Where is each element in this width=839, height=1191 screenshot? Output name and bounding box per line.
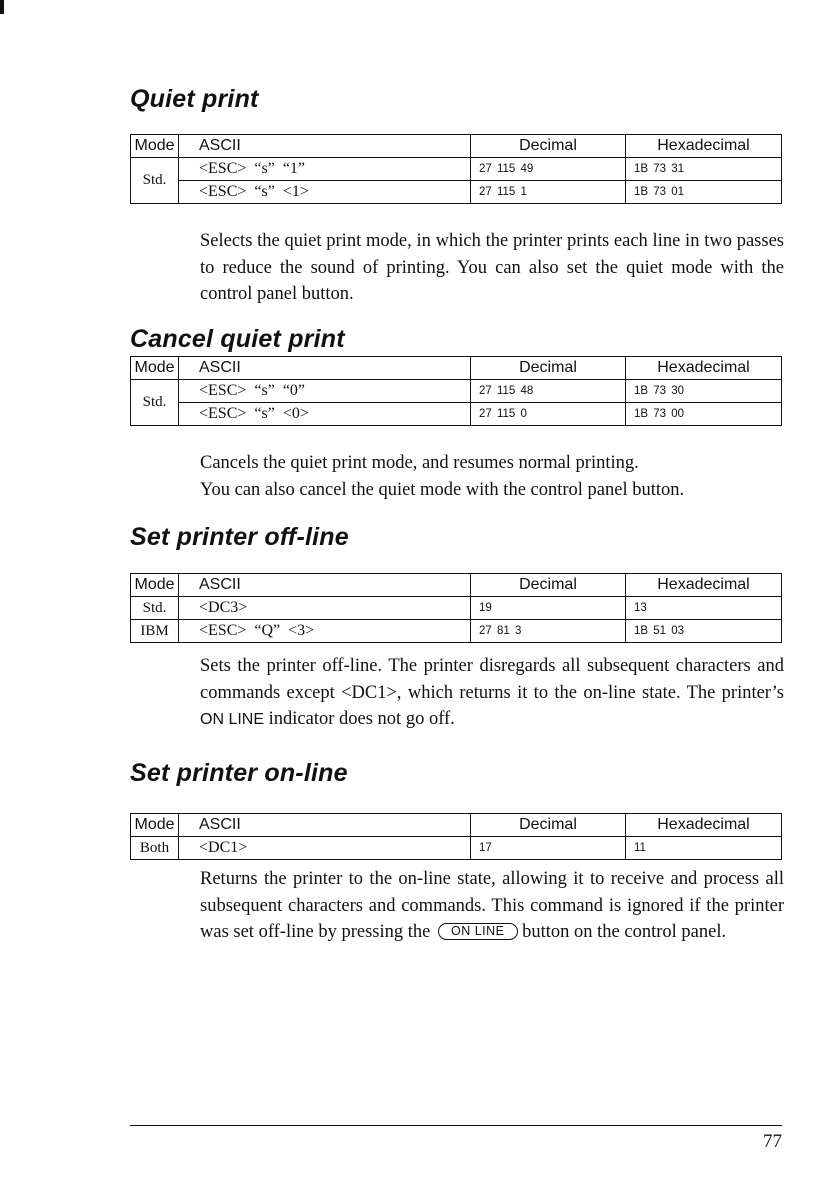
command-table: [130, 356, 782, 426]
ascii-cell: <ESC> “s” “0”: [179, 380, 471, 403]
decimal-cell: 27 115 1: [471, 181, 626, 204]
description-text: button on the control panel.: [522, 922, 727, 942]
command-table: [130, 573, 782, 643]
header-hexadecimal: Hexadecimal: [626, 135, 782, 158]
description-line: You can also cancel the quiet mode with the control panel button.: [200, 479, 685, 500]
ascii-cell: <ESC> “s” “1”: [179, 158, 471, 181]
table-header-row: [131, 814, 782, 837]
decimal-cell: 27 81 3: [471, 620, 626, 643]
table-row: [131, 620, 782, 643]
table-header-row: [131, 357, 782, 380]
header-ascii: ASCII: [179, 814, 471, 837]
decimal-cell: 27 115 0: [471, 403, 626, 426]
header-ascii: ASCII: [179, 135, 471, 158]
header-decimal: Decimal: [471, 357, 626, 380]
section-description: [200, 450, 784, 503]
header-hexadecimal: Hexadecimal: [626, 574, 782, 597]
hex-cell: 1B 73 01: [626, 181, 782, 204]
table-header-row: [131, 574, 782, 597]
ascii-cell: <DC3>: [179, 597, 471, 620]
description-text: Sets the printer off-line. The printer disregards all subsequent characters and commands except <DC1>, which returns it to the on-line state. The printer’s: [200, 656, 784, 703]
command-table: [130, 813, 782, 860]
table-row: [131, 158, 782, 181]
footer-rule: [130, 1125, 782, 1126]
table-row: [131, 403, 782, 426]
hex-cell: 1B 73 00: [626, 403, 782, 426]
header-decimal: Decimal: [471, 574, 626, 597]
header-hexadecimal: Hexadecimal: [626, 814, 782, 837]
ascii-cell: <DC1>: [179, 837, 471, 860]
hex-cell: 13: [626, 597, 782, 620]
table-header-row: [131, 135, 782, 158]
table-row: [131, 837, 782, 860]
ascii-cell: <ESC> “Q” <3>: [179, 620, 471, 643]
mode-cell: Std.: [131, 380, 179, 426]
on-line-button-label: ON LINE: [438, 923, 518, 940]
mode-cell: Std.: [131, 158, 179, 204]
section-description: Selects the quiet print mode, in which the printer prints each line in two passes to reduce the sound of printing. You can also set the quiet mode with the control panel button.: [200, 231, 784, 304]
section-description: [200, 653, 784, 734]
mode-cell: Both: [131, 837, 179, 860]
header-ascii: ASCII: [179, 574, 471, 597]
description-line: Cancels the quiet print mode, and resumes normal printing.: [200, 453, 639, 473]
on-line-indicator-label: ON LINE: [200, 711, 265, 728]
header-mode: Mode: [131, 574, 179, 597]
ascii-cell: <ESC> “s” <0>: [179, 403, 471, 426]
section-description: [200, 866, 784, 946]
mode-cell: IBM: [131, 620, 179, 643]
description-text: Returns the printer to the on-line state, allowing it to receive and process all subsequent characters and commands. This command is ignored if the printer was set off-line by pressing the: [200, 869, 784, 942]
decimal-cell: 17: [471, 837, 626, 860]
header-mode: Mode: [131, 814, 179, 837]
ascii-cell: <ESC> “s” <1>: [179, 181, 471, 204]
section-title: Quiet print: [130, 85, 259, 113]
decimal-cell: 27 115 48: [471, 380, 626, 403]
decimal-cell: 19: [471, 597, 626, 620]
header-decimal: Decimal: [471, 135, 626, 158]
header-mode: Mode: [131, 357, 179, 380]
hex-cell: 1B 73 31: [626, 158, 782, 181]
hex-cell: 1B 51 03: [626, 620, 782, 643]
description-text: indicator does not go off.: [264, 709, 455, 729]
mode-cell: Std.: [131, 597, 179, 620]
hex-cell: 1B 73 30: [626, 380, 782, 403]
header-ascii: ASCII: [179, 357, 471, 380]
section-title: Set printer off-line: [130, 523, 349, 551]
table-row: [131, 181, 782, 204]
header-mode: Mode: [131, 135, 179, 158]
scan-edge-mark: [0, 0, 4, 14]
table-row: [131, 597, 782, 620]
hex-cell: 11: [626, 837, 782, 860]
section-title: Cancel quiet print: [130, 325, 345, 353]
header-decimal: Decimal: [471, 814, 626, 837]
section-title: Set printer on-line: [130, 759, 348, 787]
table-row: [131, 380, 782, 403]
decimal-cell: 27 115 49: [471, 158, 626, 181]
header-hexadecimal: Hexadecimal: [626, 357, 782, 380]
command-table: [130, 134, 782, 204]
page-number: 77: [763, 1131, 782, 1152]
